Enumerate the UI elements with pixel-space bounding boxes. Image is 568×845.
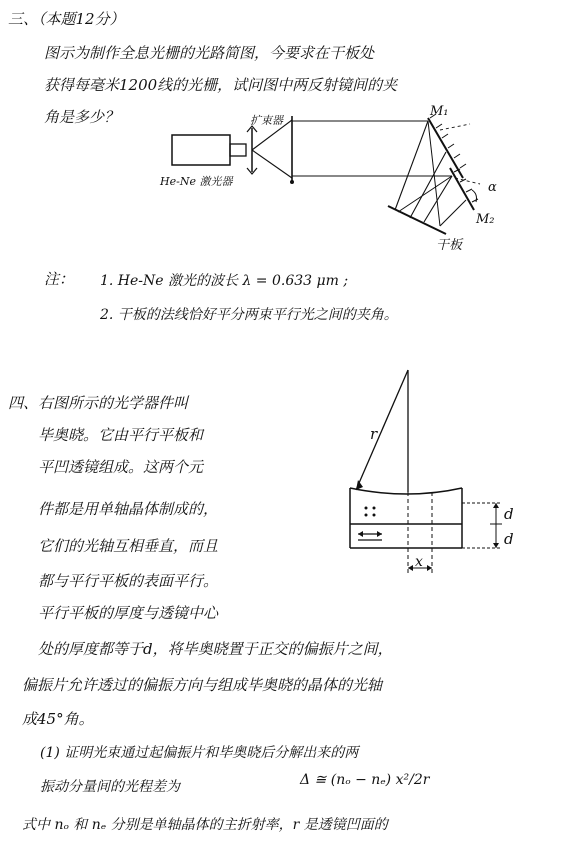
problem3-line3: 角是多少？ bbox=[44, 108, 120, 126]
problem4-last-line: 式中 nₒ 和 nₑ 分别是单轴晶体的主折射率，r 是透镜凹面的 bbox=[22, 817, 388, 833]
problem4-line4: 件都是用单轴晶体制成的， bbox=[38, 500, 219, 518]
problem4-line10: 成45°角。 bbox=[22, 710, 94, 728]
problem4-line1: 右图所示的光学器件叫 bbox=[38, 394, 189, 412]
problem4-line2: 毕奥晓。它由平行平板和 bbox=[38, 426, 204, 444]
problem4-formula: Δ ≅ (nₒ − nₑ) x²/2r bbox=[300, 772, 430, 788]
expander-label: 扩束器 bbox=[250, 114, 283, 127]
note-label: 注： bbox=[44, 270, 75, 288]
problem4-line3: 平凹透镜组成。这两个元 bbox=[38, 458, 204, 476]
laser-label: He-Ne 激光器 bbox=[160, 175, 233, 188]
m2-label: M₂ bbox=[476, 212, 495, 227]
problem4-sub1-line1: (1) 证明光束通过起偏振片和毕奥晓后分解出来的两 bbox=[40, 745, 359, 761]
problem4-line6: 都与平行平板的表面平行。 bbox=[38, 572, 219, 590]
problem4-sub1-line2: 振动分量间的光程差为 bbox=[40, 779, 180, 795]
note1: 1. He-Ne 激光的波长 λ = 0.633 μm ; bbox=[100, 273, 349, 289]
problem4-line8: 处的厚度都等于d，将毕奥晓置于正交的偏振片之间， bbox=[38, 640, 393, 658]
m1-label: M₁ bbox=[430, 104, 449, 119]
problem3-heading: 三、（本题12分） bbox=[8, 10, 125, 28]
problem4-line9: 偏振片允许透过的偏振方向与组成毕奥晓的晶体的光轴 bbox=[22, 676, 383, 694]
problem4-line5: 它们的光轴互相垂直，而且 bbox=[38, 537, 219, 555]
x-label: x bbox=[415, 554, 423, 570]
plate-label: 干板 bbox=[436, 238, 463, 253]
d-bottom-label: d bbox=[504, 530, 514, 548]
d-top-label: d bbox=[504, 505, 514, 523]
alpha-label: α bbox=[488, 180, 497, 195]
problem3-line2: 获得每毫米1200线的光栅，试问图中两反射镜间的夹 bbox=[44, 76, 398, 94]
note2: 2. 干板的法线恰好平分两束平行光之间的夹角。 bbox=[100, 307, 398, 323]
concave-surface bbox=[350, 488, 462, 494]
radius-label: r bbox=[370, 425, 378, 443]
problem4-heading: 四、 bbox=[8, 394, 39, 412]
problem3-line1: 图示为制作全息光栅的光路简图，今要求在干板处 bbox=[44, 44, 375, 62]
radius-line bbox=[356, 370, 408, 490]
problem4-line7: 平行平板的厚度与透镜中心 bbox=[38, 604, 219, 622]
